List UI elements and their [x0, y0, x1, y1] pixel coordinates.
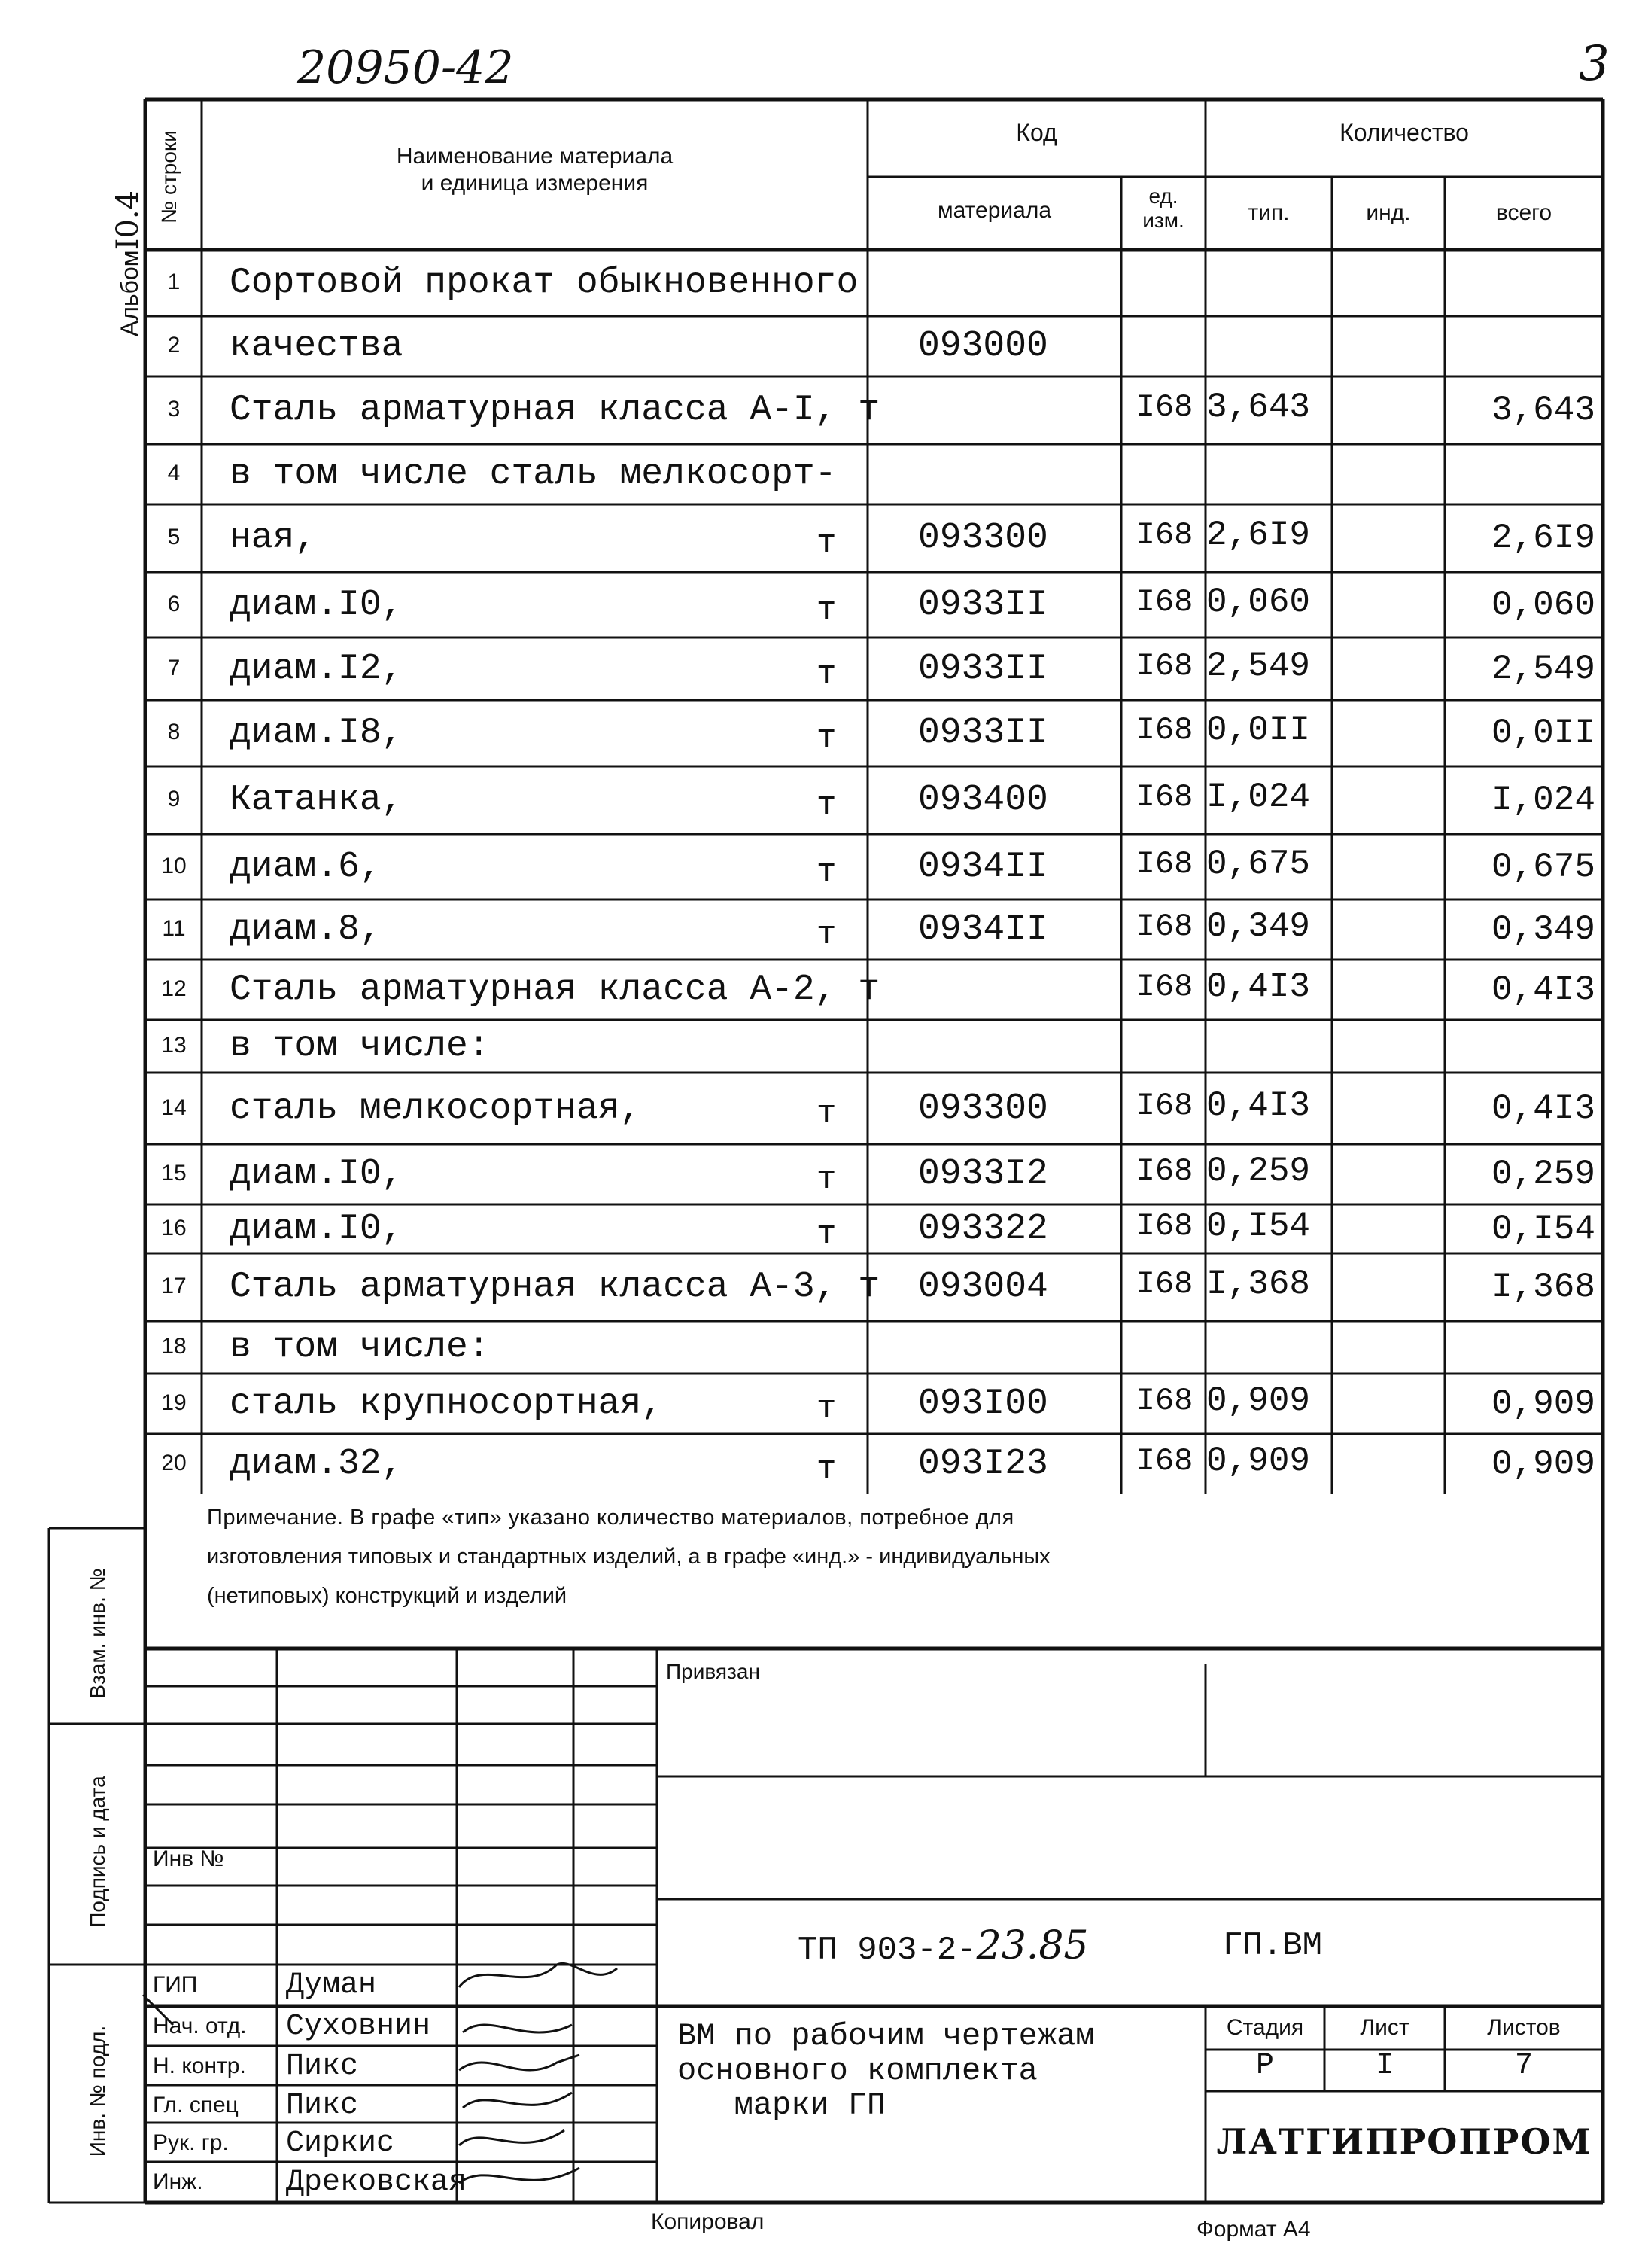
row-ed: I68	[1136, 517, 1193, 553]
signer-role: Рук. гр.	[153, 2130, 229, 2155]
header-row-number: № строки	[157, 130, 181, 224]
signer-name: Суховнин	[286, 2010, 431, 2044]
row-code: 0933II	[918, 713, 1048, 753]
row-unit: т	[816, 1094, 837, 1133]
row-number: 11	[162, 916, 186, 941]
row-unit: т	[816, 1161, 837, 1198]
row-name: в том числе сталь мелкосорт-	[230, 454, 837, 495]
sheets-label: Листов	[1487, 2015, 1561, 2040]
row-number: 20	[161, 1451, 187, 1475]
row-ed: I68	[1136, 909, 1193, 945]
header-qty-ind: инд.	[1366, 200, 1411, 225]
row-name: ная,	[230, 518, 317, 559]
row-all: 0,4I3	[1491, 1088, 1595, 1128]
row-all: 0,349	[1491, 910, 1595, 949]
row-ed: I68	[1136, 712, 1193, 748]
row-ed: I68	[1136, 1266, 1193, 1302]
signer-role: ГИП	[153, 1972, 198, 1997]
sheets-value: 7	[1514, 2049, 1533, 2083]
sheet-value: I	[1375, 2049, 1394, 2083]
row-code: 0933II	[918, 648, 1048, 690]
row-name: диам.I0,	[230, 584, 403, 626]
signer-role: Нач. отд.	[153, 2014, 247, 2038]
row-name: диам.I0,	[230, 1208, 403, 1250]
row-unit: т	[816, 1451, 837, 1488]
row-unit: т	[816, 1390, 837, 1428]
row-number: 15	[161, 1161, 187, 1186]
row-ed: I68	[1136, 845, 1193, 882]
row-all: I,024	[1491, 781, 1595, 820]
row-typ: I,024	[1206, 778, 1311, 817]
row-ed: I68	[1136, 583, 1193, 620]
row-unit: т	[816, 916, 837, 954]
row-code: 093300	[918, 518, 1048, 559]
row-name: Сталь арматурная класса А-I, т	[230, 390, 880, 431]
row-name: диам.32,	[230, 1444, 403, 1484]
row-all: 0,4I3	[1491, 970, 1595, 1009]
row-unit: т	[816, 853, 837, 891]
doc-description: ВМ по рабочим чертежам основного комплекта марки ГП	[677, 2018, 1095, 2123]
row-all: 0,0II	[1491, 714, 1595, 753]
row-number: 9	[167, 787, 181, 811]
row-code: 093322	[918, 1208, 1048, 1250]
row-all: 2,549	[1491, 649, 1595, 689]
row-code: 093400	[918, 780, 1048, 820]
row-name: сталь мелкосортная,	[230, 1088, 642, 1129]
row-ed: I68	[1136, 1207, 1193, 1244]
row-all: 2,6I9	[1491, 519, 1595, 558]
row-number: 19	[161, 1390, 187, 1415]
header-code-material: материала	[937, 198, 1052, 223]
row-all: 0,060	[1491, 585, 1595, 625]
side-inv-original: Инв. № подл.	[86, 2025, 109, 2157]
row-all: I,368	[1491, 1268, 1595, 1307]
row-number: 7	[167, 655, 181, 680]
note-line: Примечание. В графе «тип» указано количество материалов, потребное для	[207, 1505, 1014, 1530]
row-typ: I,368	[1206, 1265, 1311, 1304]
row-all: 3,643	[1491, 391, 1595, 430]
row-all: 0,259	[1491, 1155, 1595, 1194]
row-ed: I68	[1136, 779, 1193, 815]
album-word: Альбом	[116, 250, 143, 337]
note-line: изготовления типовых и стандартных изделий, а в графе «инд.» - индивидуальных	[207, 1545, 1051, 1569]
row-ed: I68	[1136, 1153, 1193, 1189]
row-typ: 0,909	[1206, 1381, 1311, 1420]
row-name: Сталь арматурная класса А-3, т	[230, 1267, 880, 1308]
row-all: 0,909	[1491, 1445, 1595, 1484]
row-typ: 0,4I3	[1206, 967, 1311, 1006]
row-typ: 2,549	[1206, 646, 1311, 686]
row-ed: I68	[1136, 1087, 1193, 1124]
signer-role: Гл. спец	[153, 2093, 239, 2117]
row-name: диам.I0,	[230, 1154, 403, 1195]
row-unit: т	[816, 720, 837, 757]
row-ed: I68	[1136, 647, 1193, 684]
row-typ: 3,643	[1206, 388, 1311, 427]
doc-code-prefix: ТП 903-2-	[798, 1932, 977, 1969]
row-typ: 0,0II	[1206, 711, 1311, 750]
header-name: Наименование материала и единица измерения	[396, 144, 674, 196]
row-ed: I68	[1136, 389, 1193, 425]
row-name: Катанка,	[230, 780, 403, 820]
signer-name: Пикс	[286, 2089, 359, 2123]
organization: ЛАТГИПРОПРОМ	[1216, 2121, 1592, 2162]
row-number: 4	[167, 461, 181, 486]
row-unit: т	[816, 1215, 837, 1253]
row-code: 093I00	[918, 1384, 1048, 1424]
row-typ: 2,6I9	[1206, 516, 1311, 555]
format-label: Формат А4	[1197, 2217, 1311, 2242]
row-number: 2	[167, 333, 181, 358]
signer-name: Дрековская	[286, 2166, 467, 2200]
row-number: 12	[161, 976, 187, 1001]
document-number: 20950-42	[297, 41, 514, 94]
row-all: 0,I54	[1491, 1209, 1595, 1249]
row-name: диам.8,	[230, 909, 382, 950]
row-ed: I68	[1136, 1443, 1193, 1479]
sheet-label: Лист	[1360, 2015, 1409, 2040]
album-number: I0.4	[111, 190, 145, 251]
row-typ: 0,259	[1206, 1152, 1311, 1191]
doc-code-handwritten: 23.85	[976, 1923, 1089, 1968]
stage-value: Р	[1255, 2049, 1274, 2083]
row-number: 8	[167, 720, 181, 744]
row-name: Сортовой прокат обыкновенного	[230, 263, 859, 303]
row-name: диам.I2,	[230, 648, 403, 690]
signer-role: Н. контр.	[153, 2053, 246, 2078]
header-code: Код	[1016, 119, 1057, 146]
row-name: сталь крупносортная,	[230, 1384, 664, 1424]
signer-name: Пикс	[286, 2050, 359, 2084]
stage-label: Стадия	[1226, 2015, 1304, 2040]
row-typ: 0,675	[1206, 844, 1311, 884]
row-name: качества	[230, 326, 403, 367]
row-number: 3	[167, 397, 181, 422]
row-all: 0,675	[1491, 847, 1595, 887]
row-number: 16	[161, 1215, 187, 1241]
header-qty-all: всего	[1495, 200, 1552, 225]
row-number: 13	[161, 1033, 187, 1058]
row-name: диам.6,	[230, 846, 382, 887]
row-typ: 0,4I3	[1206, 1085, 1311, 1125]
row-all: 0,909	[1491, 1384, 1595, 1423]
row-name: в том числе:	[230, 1327, 490, 1368]
privyazan-label: Привязан	[666, 1660, 760, 1683]
header-code-unit: ед. изм.	[1142, 184, 1184, 232]
row-code: 0933II	[918, 584, 1048, 626]
row-unit: т	[816, 655, 837, 693]
row-typ: 0,909	[1206, 1441, 1311, 1481]
inv-no-label: Инв №	[153, 1846, 224, 1871]
row-number: 17	[161, 1274, 187, 1298]
row-number: 6	[167, 591, 181, 616]
page-number: 3	[1579, 36, 1610, 92]
doc-mark: ГП.ВМ	[1223, 1927, 1323, 1965]
row-name: Сталь арматурная класса А-2, т	[230, 970, 880, 1010]
signer-name: Сиркис	[286, 2126, 395, 2160]
row-typ: 0,060	[1206, 582, 1311, 622]
side-vzam-inv: Взам. инв. №	[86, 1568, 109, 1699]
row-code: 093004	[918, 1267, 1048, 1308]
row-number: 1	[167, 269, 181, 294]
row-unit: т	[816, 525, 837, 562]
row-name: диам.I8,	[230, 713, 403, 753]
side-signature-date: Подпись и дата	[86, 1776, 109, 1928]
row-number: 18	[161, 1334, 187, 1359]
row-code: 0933I2	[918, 1154, 1048, 1195]
row-number: 10	[161, 853, 187, 878]
row-name: в том числе:	[230, 1026, 490, 1067]
header-quantity: Количество	[1339, 119, 1469, 146]
header-qty-typ: тип.	[1248, 200, 1290, 225]
row-code: 0934II	[918, 909, 1048, 950]
signer-role: Инж.	[153, 2169, 203, 2194]
row-ed: I68	[1136, 969, 1193, 1005]
row-code: 093300	[918, 1088, 1048, 1129]
copied-label: Копировал	[651, 2209, 765, 2234]
row-code: 0934II	[918, 846, 1048, 887]
row-number: 14	[161, 1094, 187, 1120]
row-typ: 0,I54	[1206, 1206, 1311, 1246]
row-code: 093000	[918, 326, 1048, 367]
note-line: (нетиповых) конструкций и изделий	[207, 1584, 567, 1608]
row-unit: т	[816, 591, 837, 629]
row-ed: I68	[1136, 1383, 1193, 1419]
row-code: 093I23	[918, 1444, 1048, 1484]
row-number: 5	[167, 525, 181, 549]
signer-name: Думан	[286, 1968, 377, 2002]
row-typ: 0,349	[1206, 907, 1311, 946]
row-unit: т	[816, 787, 837, 824]
